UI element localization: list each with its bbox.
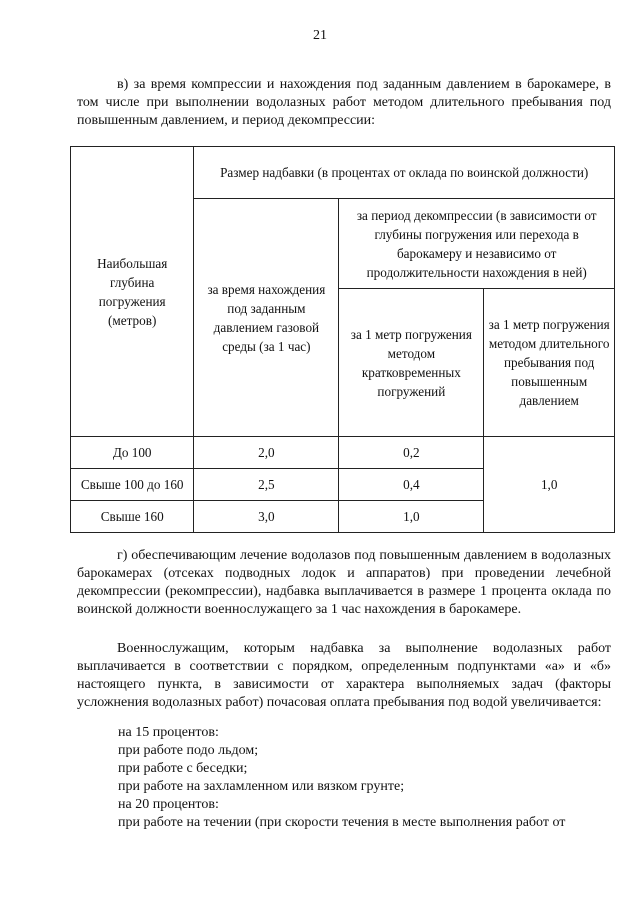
per-hour-cell: 2,0 [194, 437, 339, 469]
list-item: на 15 процентов: [118, 725, 219, 740]
per-hour-cell: 3,0 [194, 501, 339, 533]
header-per-hour: за время нахождения под заданным давлением газовой среды (за 1 час) [194, 199, 339, 437]
paragraph-g: г) обеспечивающим лечение водолазов под повышенным давлением в водолазных барокамерах (отсеках подводных лодок и аппаратов) при проведении лечебной декомпрессии (рекомпрессии), надбавка выплачивается в размере 1 процента оклада по воинской должности военнослужащего за 1 час нахождения в барокамере. [77, 548, 611, 617]
header-allowance-size: Размер надбавки (в процентах от оклада по воинской должности) [194, 147, 615, 199]
list-item: при работе с беседки; [118, 761, 248, 776]
header-max-depth: Наибольшая глубина погружения (метров) [71, 147, 194, 437]
header-long-stay: за 1 метр погружения методом длительного пребывания под повышенным давлением [484, 289, 615, 437]
table-row [71, 437, 615, 469]
list-item: на 20 процентов: [118, 797, 219, 812]
depth-cell: Свыше 160 [71, 501, 194, 533]
header-decompression: за период декомпрессии (в зависимости от глубины погружения или перехода в барокамеру и независимо от продолжительности нахождения в ней) [339, 199, 615, 289]
long-stay-cell: 1,0 [484, 437, 615, 533]
header-short-dive: за 1 метр погружения методом кратковременных погружений [339, 289, 484, 437]
list-item: при работе на течении (при скорости течения в месте выполнения работ от [118, 815, 566, 830]
page-number: 21 [313, 28, 327, 43]
allowance-table [70, 146, 615, 533]
short-dive-cell: 0,2 [339, 437, 484, 469]
list-item: при работе на захламленном или вязком грунте; [118, 779, 405, 794]
per-hour-cell: 2,5 [194, 469, 339, 501]
intro-paragraph: в) за время компрессии и нахождения под заданным давлением в барокамере, в том числе при выполнении водолазных работ методом длительного пребывания под повышенным давлением, и период декомпрессии: [77, 77, 611, 128]
paragraph-military: Военнослужащим, которым надбавка за выполнение водолазных работ выплачивается в соответствии с порядком, определенным подпунктами «а» и «б» настоящего пункта, в зависимости от характера выполняемых задач (факторы усложнения водолазных работ) почасовая оплата пребывания под водой увеличивается: [77, 641, 611, 710]
short-dive-cell: 0,4 [339, 469, 484, 501]
depth-cell: Свыше 100 до 160 [71, 469, 194, 501]
depth-cell: До 100 [71, 437, 194, 469]
short-dive-cell: 1,0 [339, 501, 484, 533]
list-item: при работе подо льдом; [118, 743, 259, 758]
